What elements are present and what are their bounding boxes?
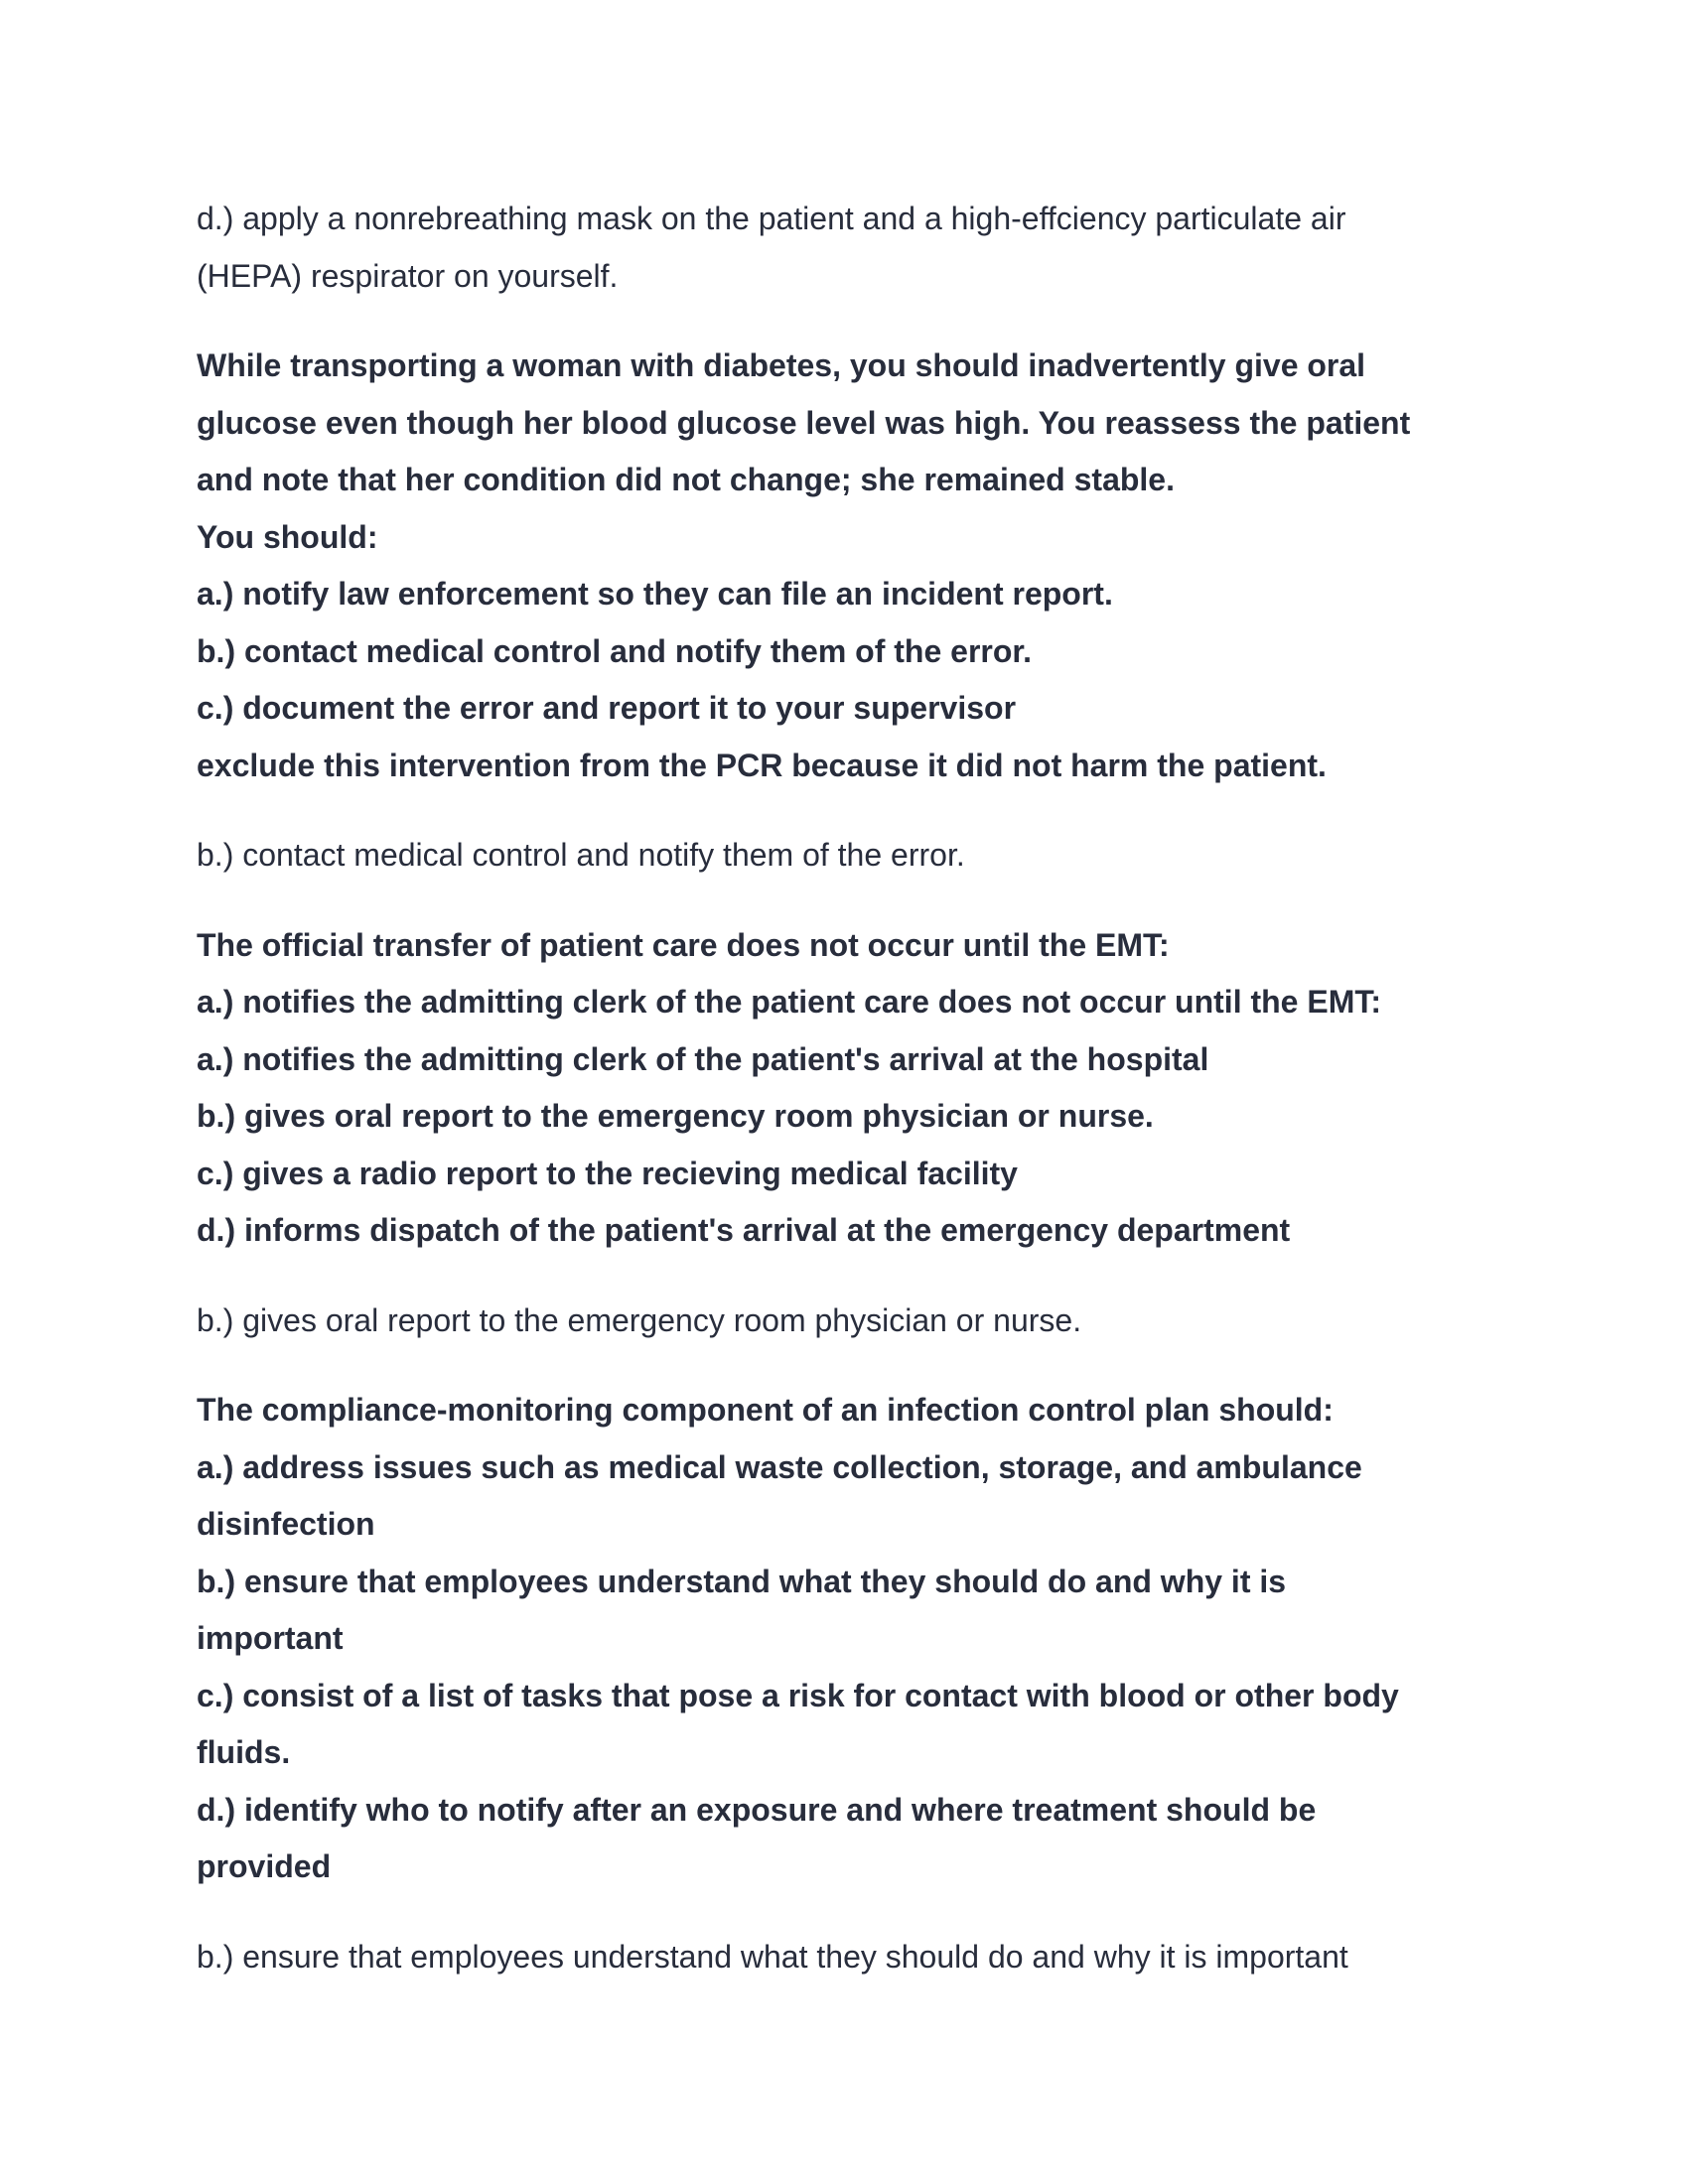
option-a: a.) address issues such as medical waste collection, storage, and ambulance	[197, 1448, 1362, 1485]
document-page	[197, 191, 1497, 2018]
option-a-duplicate: a.) notifies the admitting clerk of the patient care does not occur until the EMT:	[197, 984, 1382, 1020]
option-b: b.) gives oral report to the emergency room physician or nurse.	[197, 1098, 1154, 1134]
option-a-continued: disinfection	[197, 1506, 375, 1542]
question-text: and note that her condition did not change; she remained stable.	[197, 462, 1175, 497]
answer-line: d.) apply a nonrebreathing mask on the patient and a high-effciency particulate air	[197, 201, 1346, 236]
option-c-continued: fluids.	[197, 1734, 291, 1770]
option-d: d.) identify who to notify after an exposure and where treatment should be	[197, 1791, 1317, 1828]
answer-block-oral-glucose	[197, 827, 1497, 885]
option-b: b.) ensure that employees understand what they should do and why it is	[197, 1563, 1287, 1599]
answer-block-previous	[197, 191, 1497, 305]
question-text: glucose even though her blood glucose level was high. You reassess the patient	[197, 404, 1411, 441]
question-text: The official transfer of patient care does not occur until the EMT:	[197, 926, 1170, 963]
option-c: c.) document the error and report it to your supervisor	[197, 690, 1017, 726]
option-d: exclude this intervention from the PCR because it did not harm the patient.	[197, 747, 1327, 783]
option-b-continued: important	[197, 1620, 344, 1656]
option-d: d.) informs dispatch of the patient's arrival at the emergency department	[197, 1212, 1291, 1248]
question-text: While transporting a woman with diabetes, you should inadvertently give oral	[197, 347, 1366, 383]
option-a: a.) notify law enforcement so they can file an incident report.	[197, 576, 1113, 612]
option-b: b.) contact medical control and notify them of the error.	[197, 632, 1032, 669]
answer-block-infection-control	[197, 1929, 1497, 1986]
answer-block-transfer-of-care	[197, 1293, 1497, 1350]
question-text: The compliance-monitoring component of an infection control plan should:	[197, 1392, 1334, 1428]
option-d-continued: provided	[197, 1848, 332, 1884]
question-block-transfer-of-care	[197, 917, 1497, 1260]
option-a: a.) notifies the admitting clerk of the patient's arrival at the hospital	[197, 1040, 1209, 1077]
answer-line: b.) contact medical control and notify them of the error.	[197, 837, 965, 873]
answer-line: b.) gives oral report to the emergency room physician or nurse.	[197, 1301, 1082, 1338]
answer-line: (HEPA) respirator on yourself.	[197, 257, 619, 294]
question-prompt: You should:	[197, 518, 378, 555]
answer-line: b.) ensure that employees understand what they should do and why it is important	[197, 1938, 1348, 1975]
question-block-infection-control	[197, 1382, 1497, 1896]
question-block-oral-glucose	[197, 338, 1497, 794]
option-c: c.) gives a radio report to the recieving medical facility	[197, 1155, 1018, 1191]
option-c: c.) consist of a list of tasks that pose a risk for contact with blood or other body	[197, 1677, 1399, 1713]
